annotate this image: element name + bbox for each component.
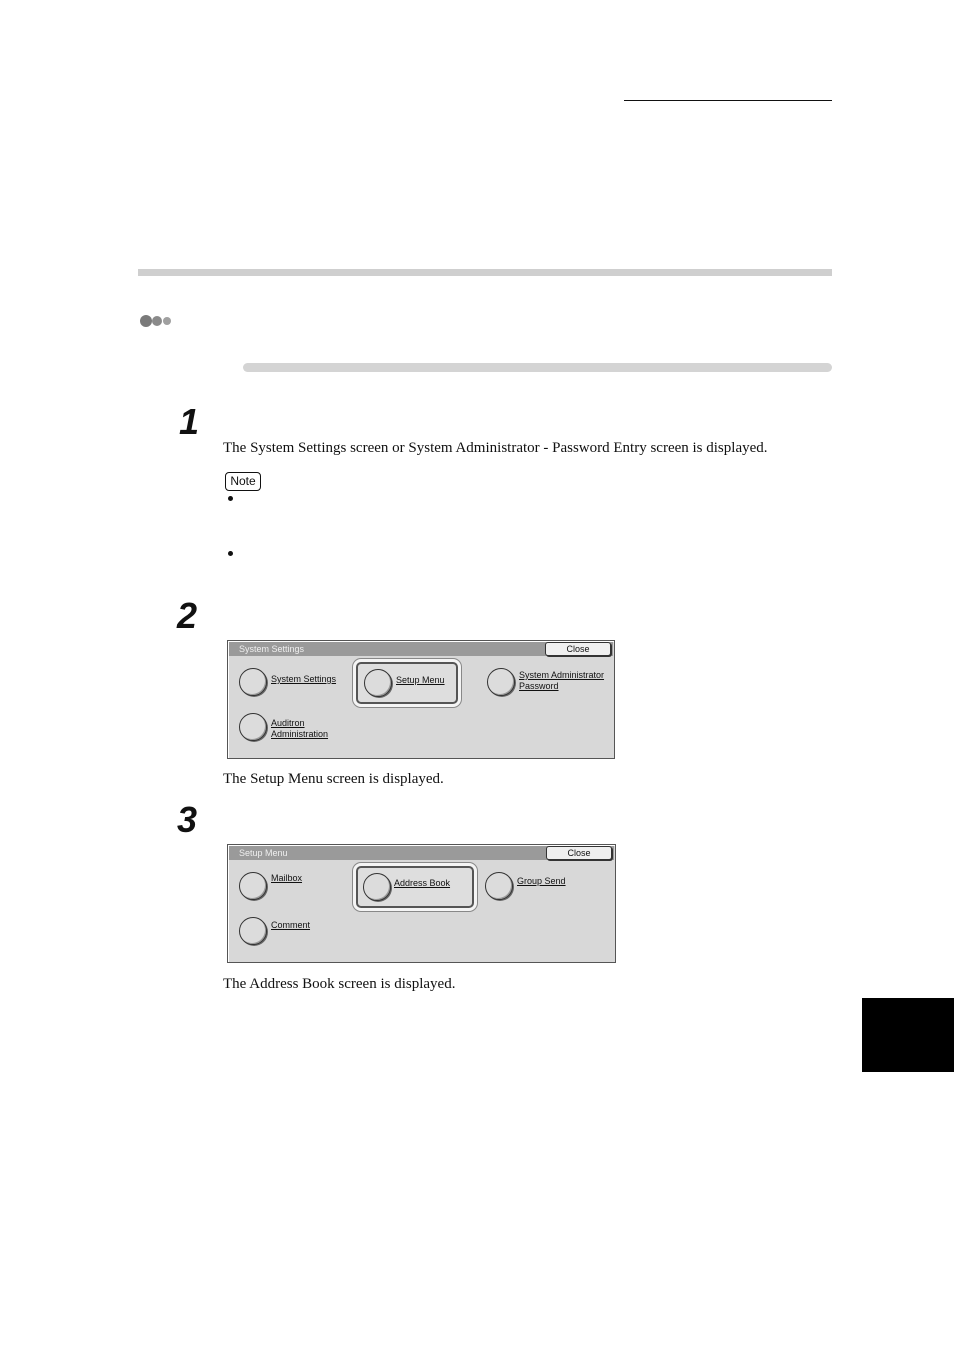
- note-bullet-2: [228, 551, 233, 556]
- mailbox-option[interactable]: [239, 872, 349, 902]
- step-2-result: The Setup Menu screen is displayed.: [223, 771, 444, 787]
- step-2-number: 2: [177, 595, 198, 636]
- option-circle-icon: [239, 713, 267, 741]
- step-3-number: 3: [177, 799, 198, 840]
- option-label: Group Send: [517, 876, 566, 886]
- auditron-administration-option[interactable]: [239, 713, 349, 743]
- close-button[interactable]: Close: [546, 846, 612, 860]
- system-settings-panel: [227, 640, 615, 759]
- option-label: Password: [519, 681, 559, 691]
- setup-menu-option[interactable]: [356, 662, 458, 704]
- panel-title: Setup Menu: [229, 846, 614, 860]
- panel-title: System Settings: [229, 642, 613, 656]
- chapter-tab: [862, 998, 954, 1072]
- system-settings-option[interactable]: [239, 668, 349, 698]
- option-circle-icon: [239, 668, 267, 696]
- option-label: System Administrator: [519, 670, 605, 680]
- group-send-option[interactable]: [485, 872, 595, 902]
- option-label: System Settings: [271, 674, 337, 684]
- option-label: Address Book: [394, 878, 451, 888]
- note-label: Note: [225, 472, 261, 491]
- option-circle-icon: [487, 668, 515, 696]
- header-rule: [624, 100, 832, 101]
- option-label: Comment: [271, 920, 311, 930]
- note-bullet-1: [228, 496, 233, 501]
- section-divider-bar: [138, 269, 832, 276]
- step-1-number: 1: [179, 401, 200, 442]
- step-3-result: The Address Book screen is displayed.: [223, 976, 456, 992]
- option-circle-icon: [363, 873, 391, 901]
- close-button[interactable]: Close: [545, 642, 611, 656]
- subsection-bar: [243, 363, 832, 372]
- option-circle-icon: [364, 669, 392, 697]
- comment-option[interactable]: [239, 917, 349, 947]
- option-label: Mailbox: [271, 873, 303, 883]
- system-administrator-password-option[interactable]: [487, 668, 612, 698]
- option-label: Administration: [271, 729, 329, 739]
- option-label: Setup Menu: [396, 675, 445, 685]
- option-circle-icon: [239, 872, 267, 900]
- address-book-option[interactable]: [356, 866, 474, 908]
- step-1-description: The System Settings screen or System Administrator - Password Entry screen is displayed.: [223, 440, 768, 456]
- option-label: Auditron: [271, 718, 305, 728]
- option-circle-icon: [485, 872, 513, 900]
- option-circle-icon: [239, 917, 267, 945]
- setup-menu-panel: [227, 844, 616, 963]
- section-dots-icon: [140, 314, 174, 328]
